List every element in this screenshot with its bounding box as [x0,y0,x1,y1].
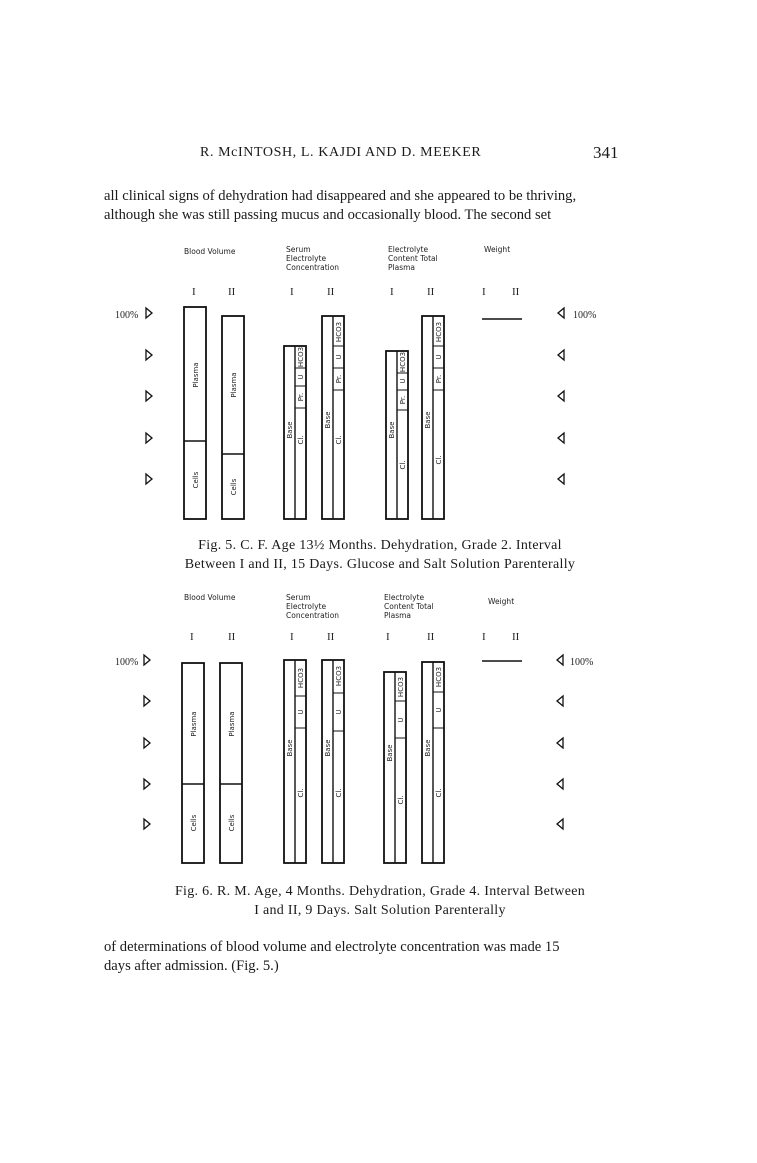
roman-i: I [290,286,294,298]
cl-label: Cl. [397,795,405,805]
figure-5-caption [80,536,680,574]
base-label: Base [388,421,396,439]
scale-marker-right [558,308,564,318]
base-label: Base [324,739,332,757]
plasma-label: Plasma [230,372,238,398]
roman-ii: II [512,631,520,643]
paragraph-line: days after admission. (Fig. 5.) [104,958,279,974]
running-head-authors: R. McINTOSH, L. KAJDI AND D. MEEKER [200,145,482,160]
scale-marker-right [557,779,563,789]
blood-volume-bar-ii [220,663,242,863]
cells-label: Cells [190,814,198,832]
scale-marker-right [557,696,563,706]
u-label: U [335,709,343,715]
figure-5 [0,240,757,530]
header-electrolyte-2: Content Total [384,602,434,611]
base-label: Base [386,744,394,762]
scale-marker-left [146,391,152,401]
u-label: U [397,717,405,723]
roman-i: I [386,631,390,643]
roman-i: I [390,286,394,298]
paragraph-line: of determinations of blood volume and electrolyte concentration was made 15 [104,939,560,955]
cells-label: Cells [230,478,238,496]
roman-i: I [192,286,196,298]
hco3-label: HCO3 [335,665,343,687]
figure-6-caption [80,882,680,920]
scale-marker-left [144,655,150,665]
header-serum-1: Serum [286,245,311,254]
scale-marker-right [557,655,563,665]
roman-ii: II [427,631,435,643]
roman-i: I [290,631,294,643]
pr-label: Pr. [435,374,443,384]
scale-marker-right [557,819,563,829]
header-serum-2: Electrolyte [286,254,327,263]
cl-label: Cl. [399,460,407,470]
scale-marker-left [146,308,152,318]
scale-marker-right [558,391,564,401]
percent-right-label: 100% [573,310,597,321]
caption-line: I and II, 9 Days. Salt Solution Parenterally [254,903,506,918]
scale-marker-right [558,474,564,484]
base-label: Base [324,411,332,429]
header-electrolyte-1: Electrolyte [388,245,429,254]
paragraph-line: although she was still passing mucus and occasionally blood. The second set [104,207,552,223]
caption-line: Fig. 5. C. F. Age 13½ Months. Dehydration, Grade 2. Interval [198,538,562,553]
figure-6 [0,588,757,873]
scale-marker-left [144,819,150,829]
closing-paragraph [104,938,624,976]
blood-volume-bar-i [182,663,204,863]
cl-label: Cl. [335,788,343,798]
page-number: 341 [593,143,619,162]
u-label: U [399,378,407,384]
pr-label: Pr. [335,374,343,384]
hco3-label: HCO3 [435,321,443,343]
scale-marker-right [558,433,564,443]
scale-marker-left [146,474,152,484]
pr-label: Pr. [399,395,407,405]
plasma-label: Plasma [192,362,200,388]
roman-ii: II [427,286,435,298]
base-label: Base [424,411,432,429]
hco3-label: HCO3 [297,667,305,689]
header-blood-volume: Blood Volume [184,247,236,256]
cl-label: Cl. [435,455,443,465]
percent-right-label: 100% [570,657,594,668]
roman-ii: II [327,286,335,298]
header-electrolyte-1: Electrolyte [384,593,425,602]
hco3-label: HCO3 [397,676,405,698]
scale-marker-left [144,738,150,748]
cl-label: Cl. [435,788,443,798]
roman-ii: II [228,631,236,643]
cl-label: Cl. [297,788,305,798]
plasma-label: Plasma [228,711,236,737]
header-serum-1: Serum [286,593,311,602]
scale-marker-left [144,779,150,789]
roman-ii: II [327,631,335,643]
cells-label: Cells [228,814,236,832]
paragraph-line: all clinical signs of dehydration had disappeared and she appeared to be thriving, [104,188,577,204]
roman-i: I [190,631,194,643]
hco3-label: HCO3 [399,351,407,373]
hco3-label: HCO3 [435,666,443,688]
header-electrolyte-3: Plasma [384,611,412,620]
hco3-label: HCO3 [335,321,343,343]
hco3-label: HCO3 [297,346,305,368]
scale-marker-left [144,696,150,706]
base-label: Base [286,421,294,439]
scale-marker-left [146,350,152,360]
percent-left-label: 100% [115,310,139,321]
cl-label: Cl. [297,435,305,445]
header-electrolyte-2: Content Total [388,254,438,263]
u-label: U [297,374,305,380]
roman-i: I [482,286,486,298]
u-label: U [297,709,305,715]
scale-marker-right [558,350,564,360]
header-weight: Weight [484,245,511,254]
pr-label: Pr. [297,392,305,402]
u-label: U [335,354,343,360]
u-label: U [435,707,443,713]
header-serum-2: Electrolyte [286,602,327,611]
u-label: U [435,354,443,360]
caption-line: Between I and II, 15 Days. Glucose and Salt Solution Parenterally [184,557,576,572]
plasma-label: Plasma [190,711,198,737]
roman-ii: II [228,286,236,298]
roman-ii: II [512,286,520,298]
roman-i: I [482,631,486,643]
base-label: Base [424,739,432,757]
intro-paragraph [104,187,624,225]
header-serum-3: Concentration [286,263,340,272]
header-serum-3: Concentration [286,611,340,620]
base-label: Base [286,739,294,757]
header-weight: Weight [488,597,515,606]
running-head [0,145,757,167]
scale-marker-left [146,433,152,443]
caption-line: Fig. 6. R. M. Age, 4 Months. Dehydration, Grade 4. Interval Between [174,884,586,899]
cl-label: Cl. [335,435,343,445]
scale-marker-right [557,738,563,748]
header-blood-volume: Blood Volume [184,593,236,602]
percent-left-label: 100% [115,657,139,668]
cells-label: Cells [192,471,200,489]
header-electrolyte-3: Plasma [388,263,416,272]
